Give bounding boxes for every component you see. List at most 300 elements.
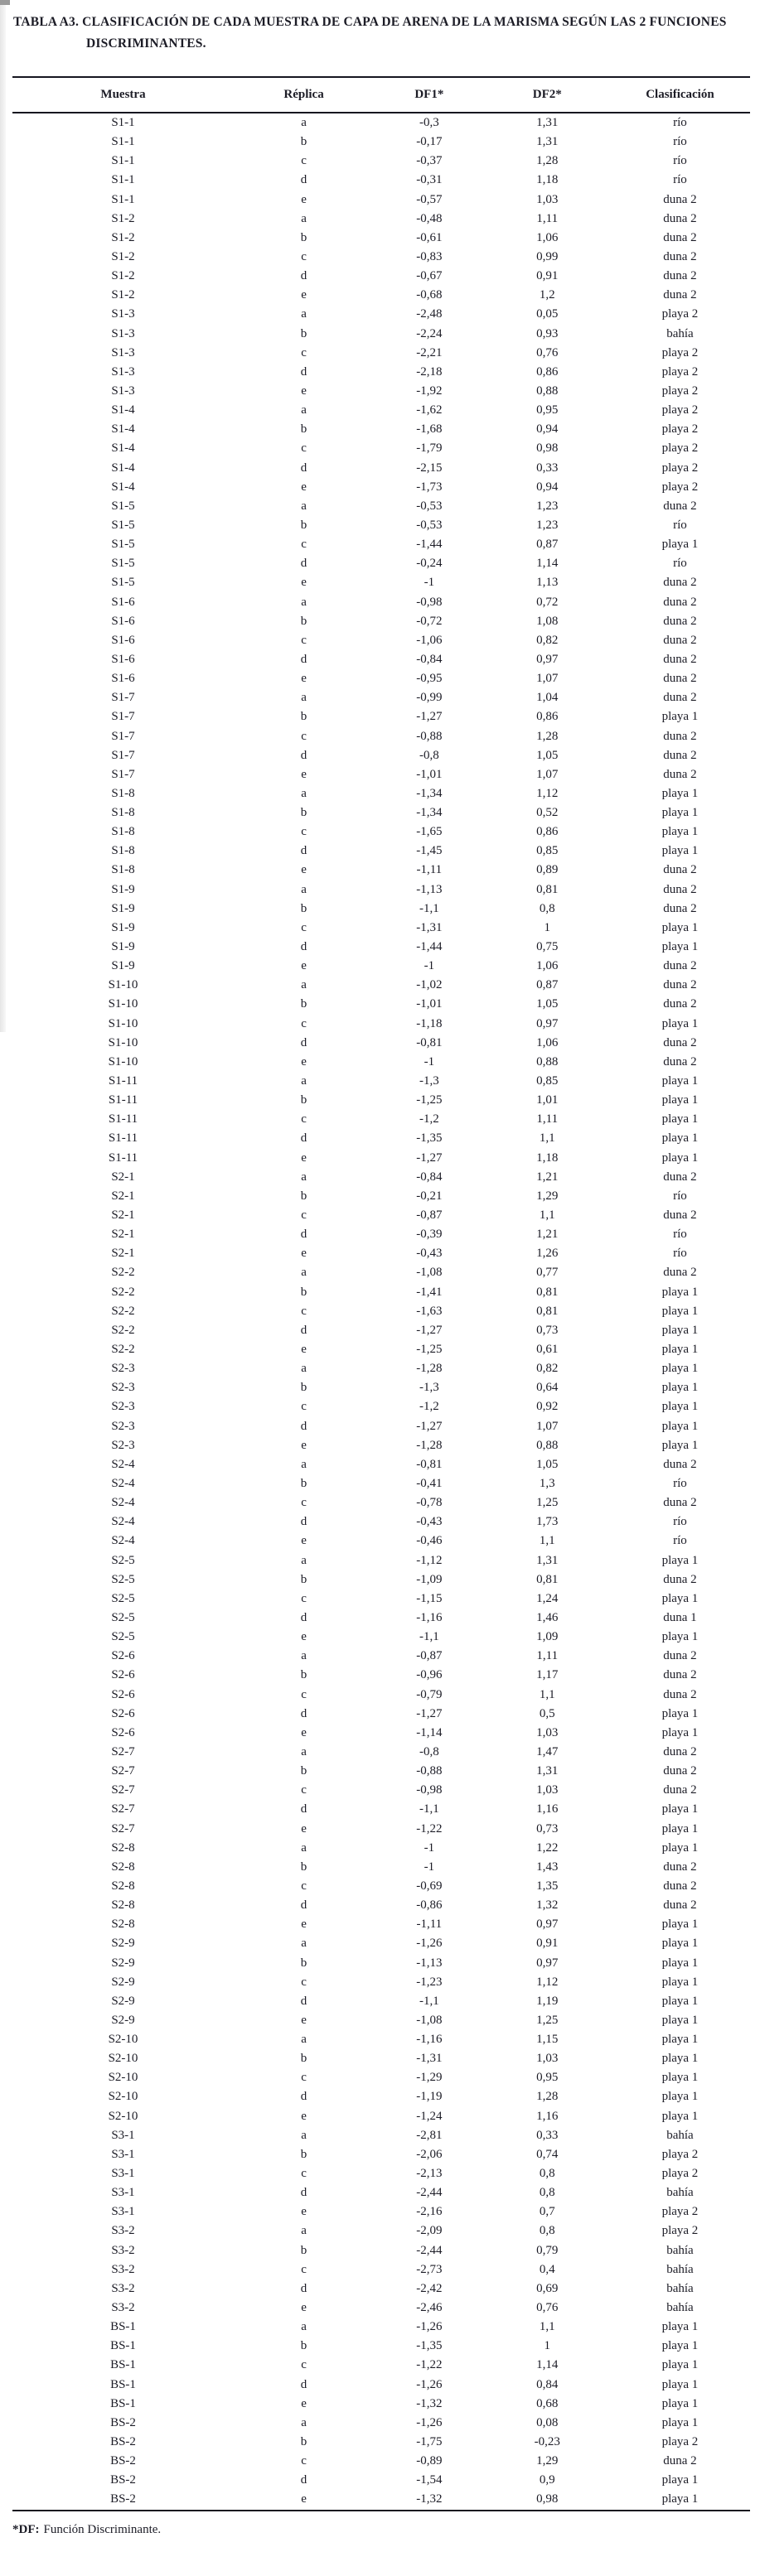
cell-replica: e [301, 767, 307, 781]
table-row [12, 1053, 750, 1072]
table-row [12, 2221, 750, 2241]
cell-df1: -1,62 [416, 403, 443, 417]
cell-df1: -2,48 [416, 307, 443, 321]
table-row [12, 1877, 750, 1896]
cell-df2: 1,23 [536, 499, 559, 513]
cell-df1: -1,11 [416, 1918, 443, 1932]
table-row [12, 688, 750, 707]
cell-replica: a [301, 2415, 307, 2429]
cell-replica: d [300, 364, 307, 379]
cell-df1: -1,31 [416, 920, 443, 934]
table-row [12, 401, 750, 420]
cell-clasificacion: playa 1 [661, 1131, 699, 1146]
cell-df2: 0,68 [536, 2396, 559, 2410]
cell-clasificacion: playa 1 [661, 806, 699, 820]
cell-clasificacion: playa 1 [661, 920, 699, 934]
cell-muestra: BS-2 [110, 2415, 136, 2429]
cell-replica: c [301, 729, 307, 743]
cell-replica: c [301, 1496, 307, 1510]
cell-muestra: S3-2 [111, 2243, 135, 2257]
cell-df2: 1,01 [536, 1093, 559, 1107]
cell-df1: -1,06 [416, 633, 443, 647]
table-row [12, 325, 750, 344]
cell-muestra: S1-3 [111, 384, 135, 398]
cell-muestra: S2-4 [111, 1515, 135, 1529]
cell-muestra: S2-8 [111, 1898, 135, 1913]
cell-clasificacion: playa 1 [661, 1706, 699, 1720]
cell-replica: d [300, 1706, 307, 1720]
cell-muestra: S2-5 [111, 1553, 135, 1567]
cell-df2: 0,81 [536, 882, 559, 896]
cell-df2: 1,03 [536, 1725, 559, 1739]
table-row [12, 1225, 750, 1244]
cell-df2: 1,21 [536, 1228, 559, 1242]
cell-muestra: S1-9 [111, 901, 135, 915]
cell-df1: -1,22 [416, 2358, 443, 2372]
table-row [12, 1609, 750, 1628]
cell-df2: 1,28 [536, 2090, 559, 2104]
cell-muestra: S2-4 [111, 1457, 135, 1471]
cell-clasificacion: playa 1 [661, 2320, 699, 2334]
cell-clasificacion: bahía [666, 2301, 694, 2315]
cell-df2: 1,04 [536, 691, 559, 705]
cell-replica: b [300, 135, 307, 149]
cell-muestra: S2-1 [111, 1189, 135, 1203]
cell-replica: b [300, 1764, 307, 1778]
cell-clasificacion: playa 2 [661, 2435, 699, 2449]
cell-muestra: S1-5 [111, 538, 135, 552]
cell-df1: -0,78 [416, 1496, 443, 1510]
cell-df2: 0,86 [536, 364, 559, 379]
cell-df1: -0,68 [416, 288, 443, 302]
cell-replica: b [300, 901, 307, 915]
cell-replica: a [301, 1266, 307, 1280]
cell-df2: 0,08 [536, 2415, 559, 2429]
table-row [12, 1954, 750, 1973]
cell-df2: 1,12 [536, 1975, 559, 1989]
cell-muestra: S1-10 [108, 1054, 138, 1069]
cell-df2: 1,05 [536, 1457, 559, 1471]
cell-replica: b [300, 422, 307, 437]
cell-df2: 1,1 [539, 2320, 555, 2334]
cell-muestra: S3-2 [111, 2281, 135, 2295]
cell-replica: c [301, 1016, 307, 1030]
cell-clasificacion: duna 2 [663, 1266, 697, 1280]
cell-df1: -0,84 [416, 652, 443, 666]
cell-replica: b [300, 710, 307, 724]
table-row [12, 650, 750, 669]
cell-df1: -1,29 [416, 2071, 443, 2085]
cell-replica: b [300, 997, 307, 1011]
cell-replica: b [300, 518, 307, 532]
cell-muestra: S2-3 [111, 1362, 135, 1376]
table-row [12, 2030, 750, 2049]
scan-corner-artifact [0, 0, 10, 5]
scan-edge-artifact [0, 0, 6, 1032]
table-row [12, 842, 750, 861]
cell-replica: b [300, 2243, 307, 2257]
cell-df2: 1,12 [536, 786, 559, 800]
table-row [12, 459, 750, 478]
cell-df2: 0,8 [539, 2186, 555, 2200]
cell-replica: a [301, 1362, 307, 1376]
cell-df1: -2,18 [416, 364, 443, 379]
cell-clasificacion: playa 1 [661, 1918, 699, 1932]
cell-muestra: S1-5 [111, 557, 135, 571]
table-row [12, 727, 750, 746]
cell-muestra: S2-10 [108, 2071, 138, 2085]
cell-clasificacion: playa 2 [661, 2167, 699, 2181]
cell-clasificacion: playa 1 [661, 1591, 699, 1605]
cell-df2: 0,8 [539, 2224, 555, 2238]
cell-df2: 0,76 [536, 345, 559, 359]
table-row [12, 2279, 750, 2299]
cell-df1: -0,67 [416, 269, 443, 283]
cell-muestra: S3-1 [111, 2147, 135, 2161]
cell-df1: -1,3 [419, 1381, 439, 1395]
table-row [12, 1302, 750, 1321]
cell-muestra: S1-11 [108, 1151, 138, 1165]
cell-clasificacion: río [673, 1476, 687, 1490]
cell-replica: c [301, 633, 307, 647]
cell-replica: d [300, 652, 307, 666]
cell-clasificacion: bahía [666, 326, 694, 340]
cell-muestra: S2-2 [111, 1304, 135, 1318]
cell-df2: 1,31 [536, 116, 559, 129]
table-row [12, 2490, 750, 2510]
cell-muestra: S2-7 [111, 1764, 135, 1778]
cell-replica: e [301, 1054, 307, 1069]
cell-clasificacion: duna 2 [663, 1208, 697, 1223]
cell-df2: 0,61 [536, 1343, 559, 1356]
cell-muestra: S1-4 [111, 422, 135, 437]
cell-replica: e [301, 480, 307, 494]
cell-df2: 1,07 [536, 672, 559, 686]
table-row [12, 1973, 750, 1992]
table-body [12, 113, 750, 2511]
cell-replica: a [301, 1457, 307, 1471]
cell-clasificacion: duna 2 [663, 269, 697, 283]
table-row [12, 363, 750, 382]
cell-clasificacion: playa 1 [661, 1821, 699, 1836]
cell-df2: 1,31 [536, 1764, 559, 1778]
cell-df1: -0,31 [416, 173, 443, 187]
cell-df1: -1,25 [416, 1343, 443, 1356]
cell-df2: 1,1 [539, 1208, 555, 1223]
cell-df1: -1,27 [416, 1323, 443, 1337]
cell-df1: -0,3 [419, 116, 439, 129]
cell-df2: 0,76 [536, 2301, 559, 2315]
cell-df2: 1,07 [536, 767, 559, 781]
table-row [12, 2376, 750, 2395]
cell-replica: a [301, 2224, 307, 2238]
cell-replica: c [301, 154, 307, 168]
cell-clasificacion: playa 1 [661, 1630, 699, 1644]
cell-muestra: S1-10 [108, 978, 138, 992]
cell-df1: -0,81 [416, 1035, 443, 1049]
table-row [12, 2126, 750, 2145]
cell-muestra: S1-4 [111, 403, 135, 417]
cell-replica: e [301, 384, 307, 398]
table-row [12, 1149, 750, 1168]
column-header-df2: DF2* [485, 77, 610, 113]
cell-df1: -1,28 [416, 1362, 443, 1376]
cell-df2: 0,95 [536, 403, 559, 417]
cell-df1: -2,73 [416, 2262, 443, 2276]
cell-replica: c [301, 1304, 307, 1318]
table-row [12, 784, 750, 803]
cell-muestra: S2-10 [108, 2052, 138, 2066]
cell-df1: -0,84 [416, 1170, 443, 1184]
cell-df1: -0,79 [416, 1687, 443, 1701]
cell-replica: a [301, 403, 307, 417]
cell-muestra: S1-5 [111, 499, 135, 513]
table-row [12, 1781, 750, 1800]
cell-df1: -1,08 [416, 2013, 443, 2027]
cell-muestra: S2-4 [111, 1496, 135, 1510]
cell-df1: -0,53 [416, 499, 443, 513]
cell-df2: 1,31 [536, 1553, 559, 1567]
cell-df1: -1 [424, 576, 435, 590]
cell-df1: -2,16 [416, 2205, 443, 2219]
cell-df1: -1,45 [416, 844, 443, 858]
cell-df1: -1,26 [416, 2415, 443, 2429]
cell-df1: -1,3 [419, 1074, 439, 1088]
cell-df2: 0,88 [536, 384, 559, 398]
cell-clasificacion: bahía [666, 2262, 694, 2276]
table-row [12, 1436, 750, 1455]
cell-muestra: S2-5 [111, 1572, 135, 1586]
cell-muestra: S1-6 [111, 652, 135, 666]
cell-muestra: S2-1 [111, 1208, 135, 1223]
cell-replica: d [300, 2473, 307, 2487]
cell-replica: e [301, 1918, 307, 1932]
cell-clasificacion: río [673, 1515, 687, 1529]
cell-muestra: S1-3 [111, 345, 135, 359]
cell-df2: 1,32 [536, 1898, 559, 1913]
cell-replica: e [301, 1534, 307, 1548]
cell-muestra: S1-10 [108, 1035, 138, 1049]
cell-df2: 0,75 [536, 940, 559, 954]
cell-df2: 0,97 [536, 652, 559, 666]
cell-replica: d [300, 1035, 307, 1049]
cell-clasificacion: playa 1 [661, 1285, 699, 1299]
cell-muestra: S1-2 [111, 211, 135, 225]
cell-df1: -1,26 [416, 2377, 443, 2391]
cell-clasificacion: duna 2 [663, 1054, 697, 1069]
cell-muestra: BS-1 [110, 2396, 136, 2410]
table-row [12, 382, 750, 401]
cell-muestra: BS-2 [110, 2473, 136, 2487]
cell-clasificacion: playa 1 [661, 844, 699, 858]
cell-df1: -1,15 [416, 1591, 443, 1605]
cell-replica: b [300, 230, 307, 244]
table-row [12, 612, 750, 631]
cell-muestra: S2-4 [111, 1476, 135, 1490]
cell-clasificacion: playa 2 [661, 2224, 699, 2238]
cell-clasificacion: duna 2 [663, 1783, 697, 1797]
cell-replica: e [301, 2109, 307, 2123]
cell-muestra: S2-2 [111, 1343, 135, 1356]
cell-df1: -0,8 [419, 1744, 439, 1758]
cell-df1: -0,98 [416, 595, 443, 609]
cell-df2: 0,73 [536, 1821, 559, 1836]
cell-muestra: S3-1 [111, 2167, 135, 2181]
table-row [12, 2107, 750, 2126]
table-row [12, 1839, 750, 1858]
cell-df1: -1,2 [419, 1112, 439, 1126]
cell-muestra: S2-7 [111, 1821, 135, 1836]
cell-clasificacion: playa 2 [661, 422, 699, 437]
cell-clasificacion: duna 2 [663, 1572, 697, 1586]
cell-replica: c [301, 1975, 307, 1989]
table-row [12, 1378, 750, 1397]
cell-muestra: S2-6 [111, 1725, 135, 1739]
cell-df2: 0,77 [536, 1266, 559, 1280]
cell-replica: d [300, 1994, 307, 2008]
column-header-df1: DF1* [374, 77, 485, 113]
cell-df2: 1,11 [536, 1112, 559, 1126]
table-row [12, 1321, 750, 1340]
cell-replica: e [301, 576, 307, 590]
cell-df2: 1,08 [536, 614, 559, 628]
cell-muestra: S3-1 [111, 2186, 135, 2200]
table-row [12, 2241, 750, 2260]
cell-clasificacion: playa 2 [661, 2147, 699, 2161]
table-row [12, 1417, 750, 1436]
cell-df1: -1,41 [416, 1285, 443, 1299]
cell-replica: d [300, 748, 307, 762]
table-row [12, 1647, 750, 1666]
cell-replica: e [301, 1438, 307, 1452]
cell-replica: c [301, 249, 307, 263]
cell-clasificacion: duna 2 [663, 576, 697, 590]
cell-muestra: S2-5 [111, 1630, 135, 1644]
cell-muestra: S2-6 [111, 1687, 135, 1701]
cell-clasificacion: playa 1 [661, 1323, 699, 1337]
cell-df2: 1,2 [539, 288, 555, 302]
cell-replica: e [301, 1247, 307, 1261]
cell-df1: -1,22 [416, 1821, 443, 1836]
table-row [12, 1168, 750, 1187]
table-row [12, 765, 750, 784]
cell-replica: c [301, 1687, 307, 1701]
cell-df1: -1,27 [416, 710, 443, 724]
cell-df1: -1,26 [416, 2320, 443, 2334]
cell-muestra: S1-1 [111, 154, 135, 168]
cell-df2: 0,73 [536, 1323, 559, 1337]
cell-replica: c [301, 538, 307, 552]
cell-df1: -1,1 [419, 1630, 439, 1644]
cell-replica: a [301, 691, 307, 705]
cell-clasificacion: playa 1 [661, 2473, 699, 2487]
cell-clasificacion: playa 1 [661, 2396, 699, 2410]
cell-muestra: S1-9 [111, 882, 135, 896]
cell-df1: -2,81 [416, 2128, 443, 2142]
cell-df2: 1 [544, 920, 550, 934]
cell-df2: 1,14 [536, 2358, 559, 2372]
cell-replica: e [301, 2492, 307, 2506]
cell-clasificacion: duna 2 [663, 211, 697, 225]
cell-df1: -1,01 [416, 767, 443, 781]
cell-clasificacion: duna 2 [663, 901, 697, 915]
cell-df1: -0,37 [416, 154, 443, 168]
cell-muestra: S2-7 [111, 1744, 135, 1758]
cell-df2: 0,69 [536, 2281, 559, 2295]
cell-df2: 0,98 [536, 441, 559, 456]
cell-replica: d [300, 2090, 307, 2104]
cell-df2: 1,16 [536, 2109, 559, 2123]
cell-df1: -0,87 [416, 1208, 443, 1223]
cell-replica: a [301, 1937, 307, 1951]
cell-muestra: BS-2 [110, 2454, 136, 2468]
cell-clasificacion: duna 2 [663, 288, 697, 302]
table-row [12, 822, 750, 842]
cell-clasificacion: río [673, 116, 687, 129]
cell-replica: c [301, 441, 307, 456]
cell-muestra: S1-2 [111, 269, 135, 283]
cell-replica: a [301, 116, 307, 129]
cell-muestra: S1-6 [111, 672, 135, 686]
cell-df2: 1,05 [536, 997, 559, 1011]
table-row [12, 2183, 750, 2202]
cell-clasificacion: playa 1 [661, 1419, 699, 1433]
cell-clasificacion: río [673, 154, 687, 168]
cell-df1: -1,44 [416, 538, 443, 552]
cell-df1: -1,32 [416, 2396, 443, 2410]
table-row [12, 2414, 750, 2433]
table-row [12, 1187, 750, 1206]
cell-muestra: S2-5 [111, 1610, 135, 1624]
cell-df1: -1,13 [416, 1956, 443, 1970]
table-row [12, 669, 750, 688]
table-row [12, 1896, 750, 1915]
cell-df1: -0,39 [416, 1228, 443, 1242]
table-row [12, 995, 750, 1014]
cell-df1: -1 [424, 1840, 435, 1855]
cell-replica: b [300, 1956, 307, 1970]
table-row [12, 861, 750, 880]
cell-muestra: S1-6 [111, 595, 135, 609]
cell-df2: -0,23 [534, 2435, 560, 2449]
cell-replica: b [300, 2147, 307, 2161]
cell-df2: 1,18 [536, 173, 559, 187]
cell-replica: a [301, 2320, 307, 2334]
cell-clasificacion: playa 1 [661, 2109, 699, 2123]
cell-df1: -1,34 [416, 806, 443, 820]
cell-df1: -2,42 [416, 2281, 443, 2295]
cell-muestra: S1-2 [111, 288, 135, 302]
cell-clasificacion: playa 2 [661, 384, 699, 398]
cell-df1: -2,44 [416, 2186, 443, 2200]
cell-df1: -0,86 [416, 1898, 443, 1913]
table-row [12, 746, 750, 765]
cell-muestra: S2-7 [111, 1802, 135, 1816]
cell-muestra: S2-2 [111, 1323, 135, 1337]
cell-muestra: S1-7 [111, 710, 135, 724]
cell-muestra: S2-3 [111, 1400, 135, 1414]
table-row [12, 1206, 750, 1225]
cell-replica: c [301, 1400, 307, 1414]
cell-muestra: S3-1 [111, 2128, 135, 2142]
cell-muestra: S1-4 [111, 441, 135, 456]
cell-clasificacion: playa 1 [661, 1553, 699, 1567]
cell-df2: 0,91 [536, 269, 559, 283]
cell-df2: 0,94 [536, 422, 559, 437]
cell-clasificacion: río [673, 1534, 687, 1548]
table-row [12, 1455, 750, 1474]
cell-df1: -0,72 [416, 614, 443, 628]
